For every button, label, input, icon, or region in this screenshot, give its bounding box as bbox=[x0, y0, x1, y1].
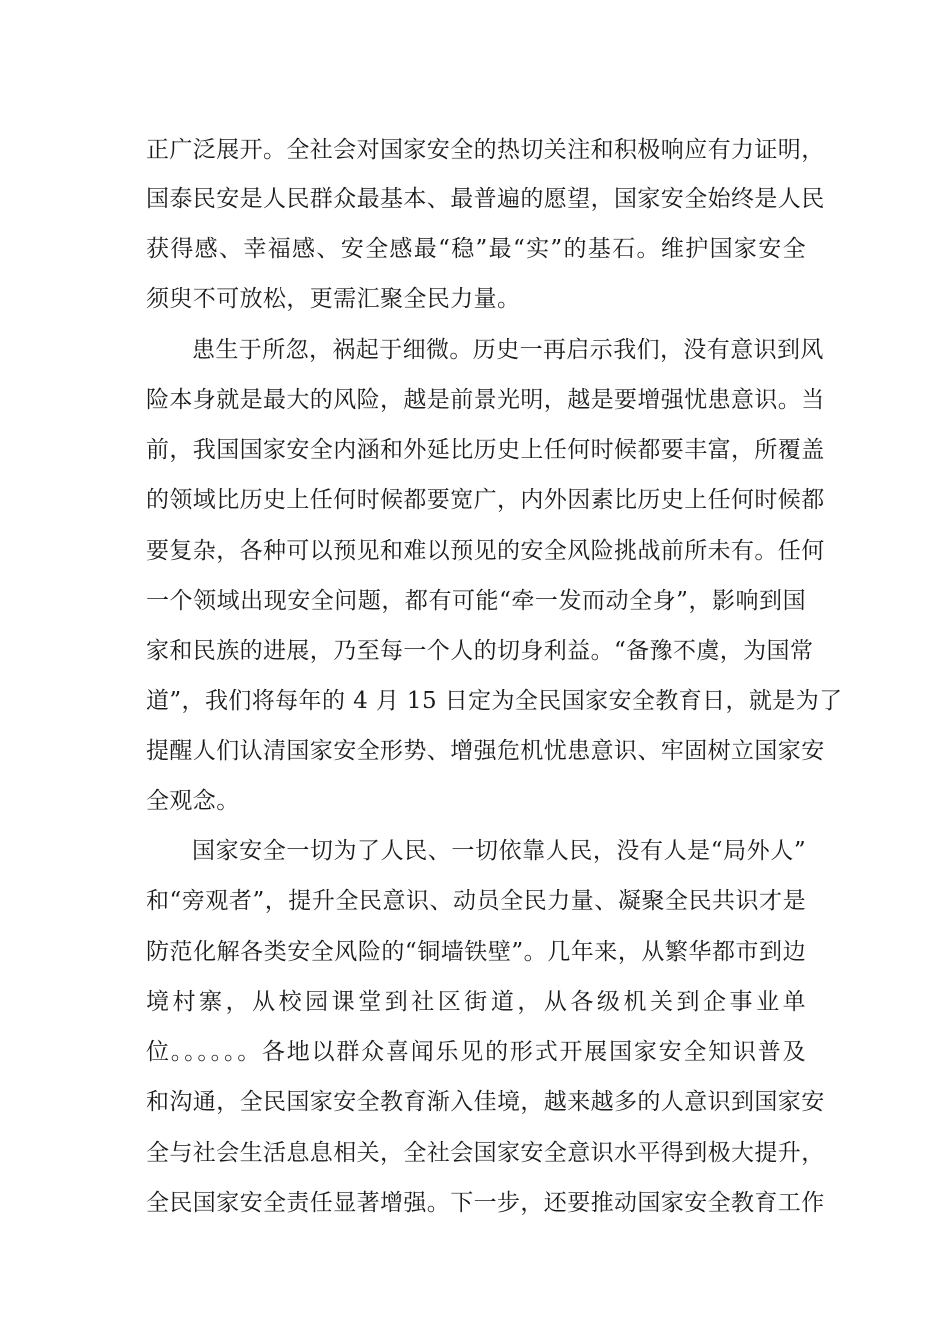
text-line: 全观念。 bbox=[146, 788, 240, 814]
text-line: 国泰民安是人民群众最基本、最普遍的愿望，国家安全始终是人民 bbox=[146, 186, 825, 212]
text-line: 正广泛展开。全社会对国家安全的热切关注和积极响应有力证明， bbox=[146, 137, 825, 163]
text-line: 获得感、幸福感、安全感最“稳”最“实”的基石。维护国家安全 bbox=[146, 236, 806, 262]
text-line: 防范化解各类安全风险的“铜墙铁壁”。几年来，从繁华都市到边 bbox=[146, 939, 806, 965]
text-line: 要复杂，各种可以预见和难以预见的安全风险挑战前所未有。任何 bbox=[146, 538, 825, 564]
text-line: 和沟通，全民国家安全教育渐入佳境，越来越多的人意识到国家安 bbox=[146, 1089, 825, 1115]
text-line: 道”，我们将每年的 4 月 15 日定为全民国家安全教育日，就是为了 bbox=[146, 688, 843, 714]
text-line: 家和民族的进展，乃至每一个人的切身利益。“备豫不虞，为国常 bbox=[146, 638, 814, 664]
text-line: 险本身就是最大的风险，越是前景光明，越是要增强忧患意识。当 bbox=[146, 387, 825, 413]
text-line: 提醒人们认清国家安全形势、增强危机忧患意识、牢固树立国家安 bbox=[146, 738, 825, 764]
text-line: 前，我国国家安全内涵和外延比历史上任何时候都要丰富，所覆盖 bbox=[146, 437, 825, 463]
text-line: 须臾不可放松，更需汇聚全民力量。 bbox=[146, 286, 521, 312]
text-line: 位。。。。。。各地以群众喜闻乐见的形式开展国家安全知识普及 bbox=[146, 1039, 806, 1065]
text-line: 一个领域出现安全问题，都有可能“牵一发而动全身”，影响到国 bbox=[146, 588, 806, 614]
paragraph-first-line: 患生于所忽，祸起于细微。历史一再启示我们，没有意识到风 bbox=[192, 337, 824, 363]
text-line: 境村寨，从校园课堂到社区街道，从各级机关到企事业单 bbox=[146, 989, 806, 1015]
text-line: 全民国家安全责任显著增强。下一步，还要推动国家安全教育工作 bbox=[146, 1190, 825, 1216]
text-line: 全与社会生活息息相关，全社会国家安全意识水平得到极大提升， bbox=[146, 1140, 825, 1166]
paragraph-first-line: 国家安全一切为了人民、一切依靠人民，没有人是“局外人” bbox=[192, 838, 806, 864]
text-line: 的领域比历史上任何时候都要宽广，内外因素比历史上任何时候都 bbox=[146, 487, 825, 513]
text-line: 和“旁观者”，提升全民意识、动员全民力量、凝聚全民共识才是 bbox=[146, 888, 806, 914]
